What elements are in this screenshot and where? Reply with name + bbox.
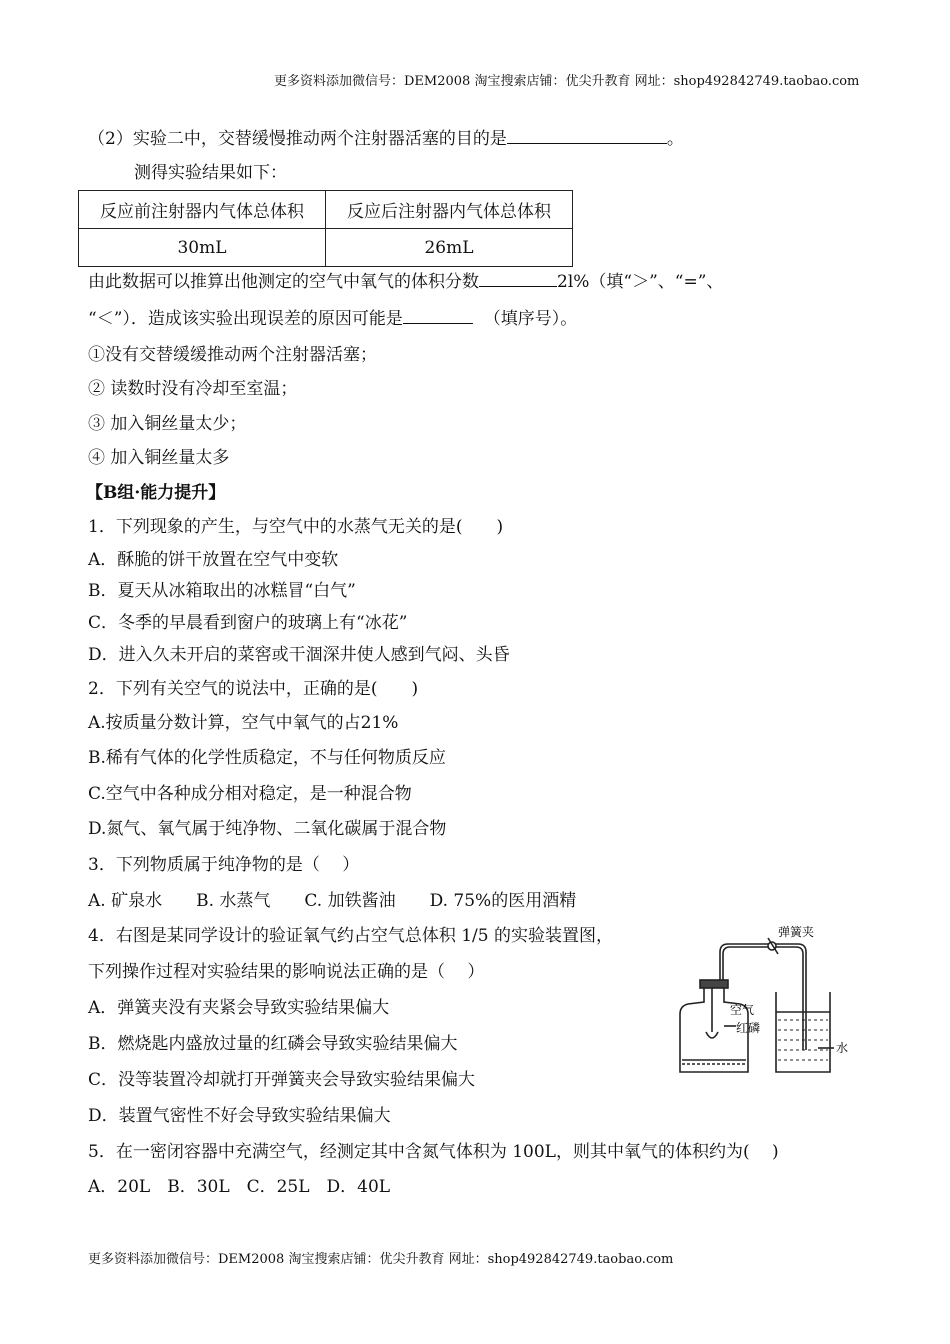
section-title: 【B组·能力提升】 — [86, 483, 226, 503]
figure-label-water: 水 — [836, 1041, 849, 1055]
connecting-tube — [720, 944, 806, 1050]
table-cell: 26mL — [326, 229, 573, 267]
figure-label-air: 空气 — [730, 1003, 755, 1017]
inference-text: 由此数据可以推算出他测定的空气中氧气的体积分数 — [88, 272, 479, 292]
q1-option: A．酥脆的饼干放置在空气中变软 — [88, 550, 339, 570]
option-item: ①没有交替缓缓推动两个注射器活塞； — [88, 345, 377, 365]
q3-options: A. 矿泉水 B. 水蒸气 C. 加铁酱油 D. 75%的医用酒精 — [88, 891, 577, 911]
apparatus-figure — [668, 922, 858, 1082]
part2-question-suffix: 。 — [666, 129, 684, 149]
q1-stem: 1．下列现象的产生，与空气中的水蒸气无关的是( ) — [88, 517, 504, 537]
stopper — [700, 980, 728, 988]
inference-suffix: 2l%（填“＞”、“=”、 — [557, 272, 724, 292]
option-item: ③ 加入铜丝量太少； — [88, 414, 247, 434]
q2-option: B.稀有气体的化学性质稳定，不与任何物质反应 — [88, 748, 446, 768]
q2-option: A.按质量分数计算，空气中氧气的占21% — [88, 713, 399, 733]
answer-blank[interactable] — [403, 307, 473, 324]
q4-stem: 4．右图是某同学设计的验证氧气约占空气总体积 1/5 的实验装置图， — [88, 926, 613, 946]
page-footer: 更多资料添加微信号：DEM2008 淘宝搜索店铺：优尖升教育 网址：shop492842749.taobao.com — [88, 1252, 674, 1267]
q1-option: B．夏天从冰箱取出的冰糕冒“白气” — [88, 581, 356, 601]
table-header-cell: 反应前注射器内气体总体积 — [79, 191, 326, 229]
spoon-cup — [706, 1032, 718, 1038]
figure-label-clamp: 弹簧夹 — [778, 925, 815, 939]
answer-blank[interactable] — [507, 127, 667, 144]
q4-stem-continued: 下列操作过程对实验结果的影响说法正确的是（ ） — [88, 962, 485, 982]
q4-option: B．燃烧匙内盛放过量的红磷会导致实验结果偏大 — [88, 1034, 458, 1054]
table-header-cell: 反应后注射器内气体总体积 — [326, 191, 573, 229]
cause-line — [88, 307, 577, 330]
q1-option: C．冬季的早晨看到窗户的玻璃上有“冰花” — [88, 613, 408, 633]
q2-option: D.氮气、氧气属于纯净物、二氧化碳属于混合物 — [88, 819, 447, 839]
q4-option: A．弹簧夹没有夹紧会导致实验结果偏大 — [88, 998, 390, 1018]
option-item: ② 读数时没有冷却至室温； — [88, 379, 298, 399]
answer-blank[interactable] — [479, 270, 557, 287]
question-part2 — [88, 127, 684, 150]
result-intro: 测得实验结果如下： — [134, 163, 287, 183]
q4-option: C．没等装置冷却就打开弹簧夹会导致实验结果偏大 — [88, 1070, 476, 1090]
cause-text: “＜”）．造成该实验出现误差的原因可能是 — [88, 309, 403, 329]
option-item: ④ 加入铜丝量太多 — [88, 448, 230, 468]
page-header: 更多资料添加微信号：DEM2008 淘宝搜索店铺：优尖升教育 网址：shop492842749.taobao.com — [274, 74, 860, 89]
cause-suffix: （填序号）。 — [483, 309, 578, 329]
q2-stem: 2．下列有关空气的说法中，正确的是( ) — [88, 679, 419, 699]
q2-option: C.空气中各种成分相对稳定，是一种混合物 — [88, 784, 412, 804]
figure-label-phosphorus: 红磷 — [736, 1021, 761, 1035]
table-row — [79, 229, 573, 267]
inference-line — [88, 270, 723, 293]
q3-stem: 3．下列物质属于纯净物的是（ ） — [88, 855, 360, 875]
q1-option: D．进入久未开启的菜窖或干涸深井使人感到气闷、头昏 — [88, 645, 510, 665]
q5-stem: 5．在一密闭容器中充满空气，经测定其中含氮气体积为 100L，则其中氧气的体积约为( ) — [88, 1142, 779, 1162]
table-header-row — [79, 191, 573, 229]
part2-question-text: （2）实验二中，交替缓慢推动两个注射器活塞的目的是 — [88, 129, 507, 149]
results-table — [78, 190, 573, 267]
q5-options: A．20L B．30L C．25L D．40L — [88, 1177, 391, 1197]
q4-option: D．装置气密性不好会导致实验结果偏大 — [88, 1106, 391, 1126]
table-cell: 30mL — [79, 229, 326, 267]
